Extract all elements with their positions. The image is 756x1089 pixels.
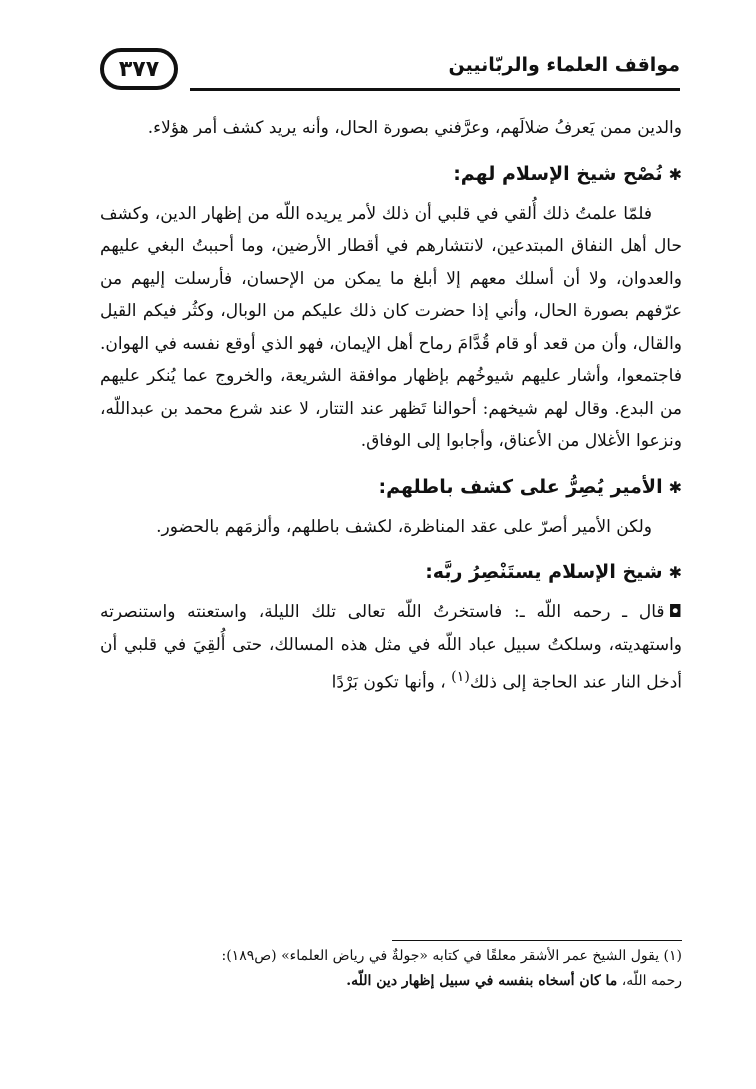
header-rule	[190, 88, 680, 91]
page-number: ٣٧٧	[100, 48, 178, 90]
footnote-rule	[392, 940, 682, 941]
star-icon: ✱	[668, 563, 682, 582]
footnote-line-1: (١) يقول الشيخ عمر الأشقر معلقًا في كتابه «جولةٌ في رياض العلماء» (ص١٨٩):	[221, 948, 682, 964]
prayer-text: قال ـ رحمه اللّه ـ: فاستخرتُ اللّه تعالى تلك الليلة، واستعنته واستنصرته واستهديته، وسلكتُ سبيل عباد اللّه في مثل هذه المسالك، حتى أُلقِيَ في قلبي أن أدخل النار عند الحاجة إلى ذلك	[100, 602, 682, 693]
intro-paragraph	[100, 112, 682, 145]
intro-line-2: هؤلاء.	[147, 118, 189, 138]
footnote-line-2-bold: ما كان أسخاه بنفسه في سبيل إظهار دين اللّه.	[346, 973, 618, 989]
intro-line-1: والدين ممن يَعرفُ ضلالَهم، وعرَّفني بصورة الحال، وأنه يريد كشف أمر	[194, 118, 682, 138]
section-heading-text: الأمير يُصِرُّ على كشف باطلهم:	[378, 475, 663, 498]
footnote	[100, 944, 682, 994]
section-heading-advice	[100, 157, 682, 192]
footnote-marker: (١)	[451, 669, 470, 685]
body-text	[100, 112, 682, 699]
section-heading-text: شيخ الإسلام يستَنْصِرُ ربَّه:	[425, 561, 663, 583]
star-icon: ✱	[668, 164, 682, 184]
section-heading-emir	[100, 470, 682, 505]
running-title: مواقف العلماء والربّانيين	[448, 54, 680, 76]
star-icon: ✱	[668, 477, 682, 497]
prayer-paragraph	[100, 596, 682, 699]
page-header	[100, 48, 680, 98]
advice-paragraph: فلمّا علمتُ ذلك أُلقي في قلبي أن ذلك لأمر يريده اللّه من إظهار الدين، وكشف حال أهل النفاق المبتدعين، لانتشارهم في أقطار الأرضين، وما أحببتُ البغي عليهم والعدوان، ولا أن أسلك معهم إلا أبلغ ما يمكن من الإحسان، فأرسلت إليهم من عرّفهم بصورة الحال، وأني إذا حضرت كان ذلك عليكم من الوبال، وكثُر فيكم القيل والقال، وأن من قعد أو قام قُدَّامَ رماح أهل الإيمان، فهو الذي أوقع نفسه في الهوان. فاجتمعوا، وأشار عليهم شيوخُهم بإظهار موافقة الشريعة، والخروج عما يُنكر عليهم من البدع. وقال لهم شيخهم: أحوالنا تَظهر عند التتار، لا عند شرع محمد بن عبداللّه، ونزعوا الأغلال من الأعناق، وأجابوا إلى الوفاق.	[100, 203, 682, 451]
footnote-line-2-lead: رحمه اللّه،	[617, 973, 682, 989]
section-heading-text: نُصْح شيخ الإسلام لهم:	[453, 162, 663, 185]
footnote-line-2	[100, 969, 682, 994]
emir-paragraph: ولكن الأمير أصرّ على عقد المناظرة، لكشف باطلهم، وألزمَهم بالحضور.	[156, 516, 652, 537]
section-heading-prayer	[100, 555, 682, 590]
square-bullet-icon: ◘	[668, 602, 682, 622]
prayer-text-tail: ، وأنها تكون بَرْدًا	[331, 672, 446, 693]
